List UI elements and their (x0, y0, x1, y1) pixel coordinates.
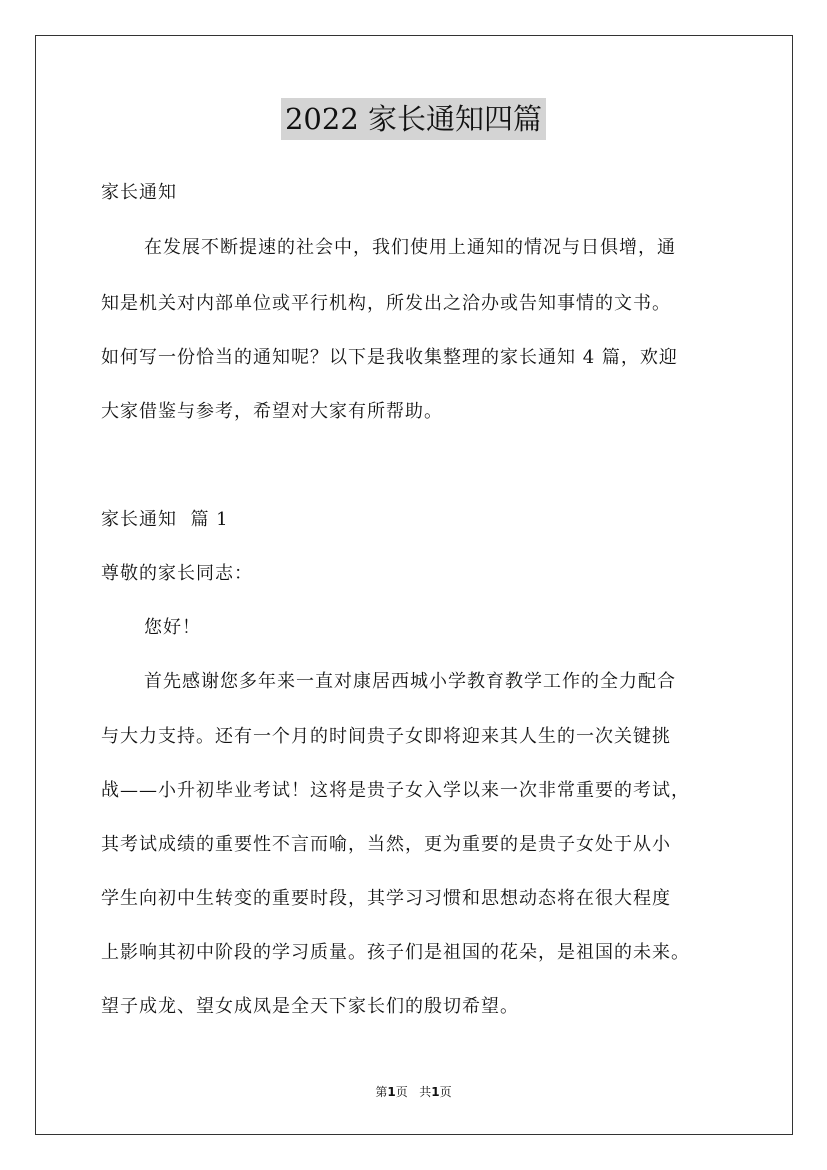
body-line-5: 学生向初中生转变的重要时段，其学习习惯和思想动态将在很大程度 (101, 888, 671, 909)
intro-line-1: 在发展不断提速的社会中，我们使用上通知的情况与日俱增，通 (144, 237, 676, 258)
page-footer (0, 1083, 827, 1100)
body-line-4: 其考试成绩的重要性不言而喻，当然，更为重要的是贵子女处于从小 (101, 834, 671, 855)
footer-page-suffix: 页 (395, 1085, 408, 1099)
body-line-7: 望子成龙、望女成凤是全天下家长们的殷切希望。 (101, 996, 519, 1017)
document-title: 2022 家长通知四篇 (281, 98, 546, 140)
footer-total-suffix: 页 (439, 1085, 452, 1099)
body-line-6: 上影响其初中阶段的学习质量。孩子们是祖国的花朵，是祖国的未来。 (101, 942, 690, 963)
greeting: 您好！ (144, 617, 201, 638)
intro-line-3: 如何写一份恰当的通知呢？以下是我收集整理的家长通知 4 篇，欢迎 (101, 347, 678, 368)
body-line-2: 与大力支持。还有一个月的时间贵子女即将迎来其人生的一次关键挑 (101, 726, 671, 747)
body-line-1: 首先感谢您多年来一直对康居西城小学教育教学工作的全力配合 (144, 671, 676, 692)
section-heading: 家长通知 (101, 182, 177, 203)
footer-page-prefix: 第 (375, 1085, 388, 1099)
body-line-3: 战——小升初毕业考试！这将是贵子女入学以来一次非常重要的考试， (101, 780, 690, 801)
footer-total-number: 1 (431, 1085, 440, 1099)
part-heading: 家长通知 篇 1 (101, 509, 229, 530)
salutation: 尊敬的家长同志： (101, 563, 253, 584)
footer-total-prefix: 共 (419, 1085, 432, 1099)
document-title-wrapper (0, 98, 827, 140)
intro-line-2: 知是机关对内部单位或平行机构，所发出之洽办或告知事情的文书。 (101, 293, 671, 314)
intro-line-4: 大家借鉴与参考，希望对大家有所帮助。 (101, 401, 443, 422)
footer-page-number: 1 (387, 1085, 396, 1099)
